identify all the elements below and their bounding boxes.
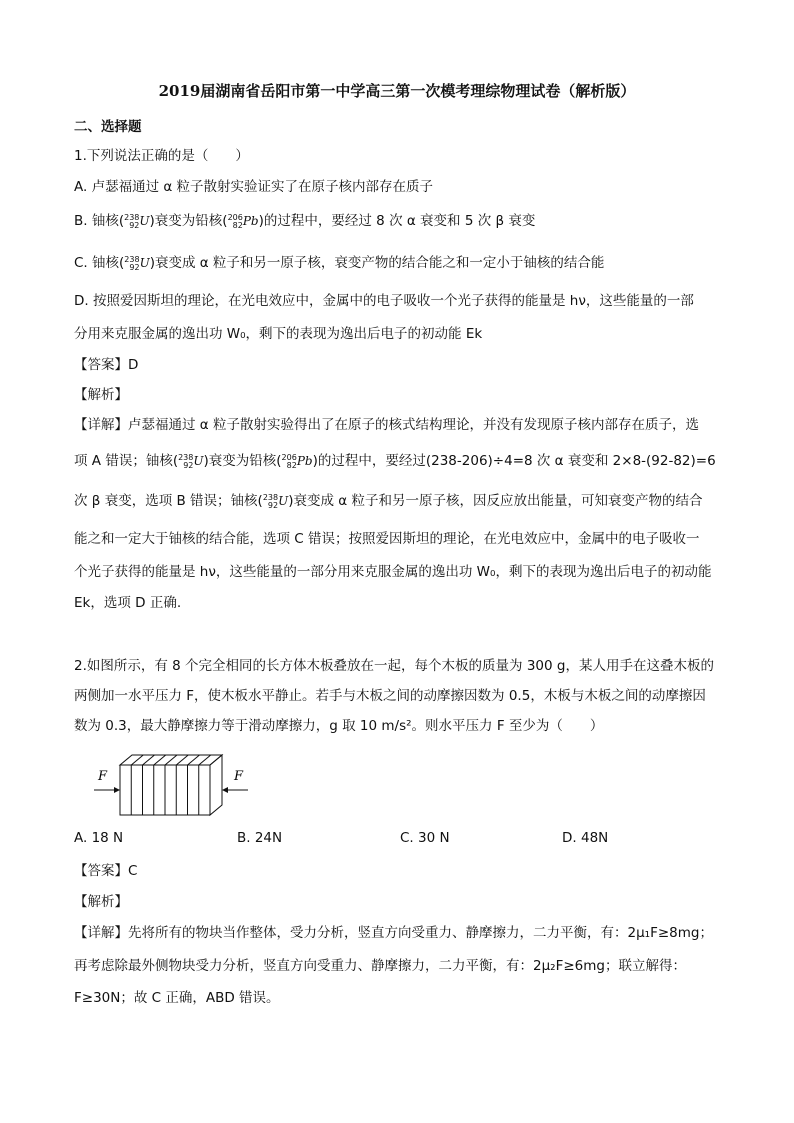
boards-figure xyxy=(90,750,270,820)
q1-option-b-mid: )衰变为铅核( xyxy=(149,213,228,229)
uranium-nuclide xyxy=(124,254,149,272)
q2-option-b: B. 24N xyxy=(237,830,283,846)
q1-detail-line5: 个光子获得的能量是 hν，这些能量的一部分用来克服金属的逸出功 W₀，剩下的表现为逸出后电子的初动能 xyxy=(74,564,712,580)
nuclide-symbol: U xyxy=(139,256,150,270)
lead-nuclide xyxy=(282,452,313,470)
nuclide-mass: 206 xyxy=(281,452,297,462)
q2-detail-line3: F≥30N；故 C 正确，ABD 错误。 xyxy=(74,990,280,1006)
nuclide-mass: 238 xyxy=(178,452,194,462)
q2-stem-line3: 数为 0.3，最大静摩擦力等于滑动摩擦力，g 取 10 m/s²。则水平压力 F 至少为（ ） xyxy=(74,718,604,734)
q1-option-a: A. 卢瑟福通过 α 粒子散射实验证实了在原子核内部存在质子 xyxy=(74,179,434,195)
nuclide-number: 92 xyxy=(129,262,140,272)
nuclide-mass: 206 xyxy=(227,212,243,222)
q2-answer: 【答案】C xyxy=(74,863,138,879)
nuclide-mass: 238 xyxy=(262,492,279,502)
nuclide-number: 92 xyxy=(183,460,194,470)
q1-option-b xyxy=(74,212,734,230)
q1-detail-line3 xyxy=(74,492,734,510)
uranium-nuclide xyxy=(124,212,149,230)
q1-detail-line1: 【详解】卢瑟福通过 α 粒子散射实验得出了在原子的核式结构理论，并没有发现原子核内部存在质子，选 xyxy=(74,417,699,433)
q1-detail-line4: 能之和一定大于铀核的结合能，选项 C 错误；按照爱因斯坦的理论，在光电效应中，金属中的电子吸收一 xyxy=(74,531,700,547)
nuclide-symbol: U xyxy=(193,454,204,468)
nuclide-number: 92 xyxy=(267,500,279,510)
q2-stem-line1: 2.如图所示，有 8 个完全相同的长方体木板叠放在一起，每个木板的质量为 300 g，某人用手在这叠木板的 xyxy=(74,658,714,674)
q1-detail3-pre: 次 β 衰变，选项 B 错误；铀核( xyxy=(74,493,263,509)
q1-detail2-mid: )衰变为铅核( xyxy=(203,453,282,469)
document-title: 2019届湖南省岳阳市第一中学高三第一次模考理综物理试卷（解析版） xyxy=(158,82,636,100)
q1-option-b-pre: B. 铀核( xyxy=(74,213,125,229)
q1-detail-line6: Ek，选项 D 正确. xyxy=(74,595,182,611)
q1-stem: 1.下列说法正确的是（ ） xyxy=(74,148,249,164)
q1-option-d-line2: 分用来克服金属的逸出功 W₀，剩下的表现为逸出后电子的初动能 Ek xyxy=(74,326,483,342)
force-label-right: F xyxy=(234,769,244,784)
q1-option-c xyxy=(74,254,734,272)
q1-answer: 【答案】D xyxy=(74,357,139,373)
q1-detail2-pre: 项 A 错误；铀核( xyxy=(74,453,179,469)
nuclide-symbol: U xyxy=(139,214,150,228)
nuclide-mass: 238 xyxy=(124,212,140,222)
q2-analysis-label: 【解析】 xyxy=(74,894,128,910)
lead-nuclide xyxy=(228,212,259,230)
q2-stem-line2: 两侧加一水平压力 F，使木板水平静止。若手与木板之间的动摩擦因数为 0.5，木板与木板之间的动摩擦因 xyxy=(74,688,706,704)
q1-option-d-line1: D. 按照爱因斯坦的理论，在光电效应中，金属中的电子吸收一个光子获得的能量是 hν，这些能量的一部 xyxy=(74,293,694,309)
q1-detail2-post: )的过程中，要经过(238-206)÷4=8 次 α 衰变和 2×8-(92-82)=6 xyxy=(312,453,716,469)
q2-detail-line2: 再考虑除最外侧物块受力分析，竖直方向受重力、静摩擦力，二力平衡，有：2μ₂F≥6mg；联立解得： xyxy=(74,958,686,974)
q1-analysis-label: 【解析】 xyxy=(74,387,128,403)
uranium-nuclide xyxy=(178,452,203,470)
q2-option-a: A. 18 N xyxy=(74,830,124,846)
nuclide-mass: 238 xyxy=(124,254,140,264)
q2-option-d: D. 48N xyxy=(562,830,609,846)
force-label-left: F xyxy=(98,769,108,784)
q1-detail-line2 xyxy=(74,452,734,470)
nuclide-number: 92 xyxy=(129,220,140,230)
section-heading: 二、选择题 xyxy=(74,119,142,135)
nuclide-symbol: Pb xyxy=(242,214,259,228)
uranium-nuclide xyxy=(263,492,288,510)
nuclide-number: 82 xyxy=(232,220,243,230)
nuclide-number: 82 xyxy=(286,460,297,470)
q2-option-c: C. 30 N xyxy=(400,830,450,846)
q1-option-c-post: )衰变成 α 粒子和另一原子核，衰变产物的结合能之和一定小于铀核的结合能 xyxy=(149,255,605,271)
q1-option-b-post: )的过程中，要经过 8 次 α 衰变和 5 次 β 衰变 xyxy=(258,213,536,229)
q1-detail3-post: )衰变成 α 粒子和另一原子核，因反应放出能量，可知衰变产物的结合 xyxy=(288,493,703,509)
q2-detail-line1: 【详解】先将所有的物块当作整体，受力分析，竖直方向受重力、静摩擦力，二力平衡，有：2μ₁F≥8mg； xyxy=(74,925,713,941)
q1-option-c-pre: C. 铀核( xyxy=(74,255,125,271)
nuclide-symbol: Pb xyxy=(296,454,313,468)
nuclide-symbol: U xyxy=(278,494,289,508)
